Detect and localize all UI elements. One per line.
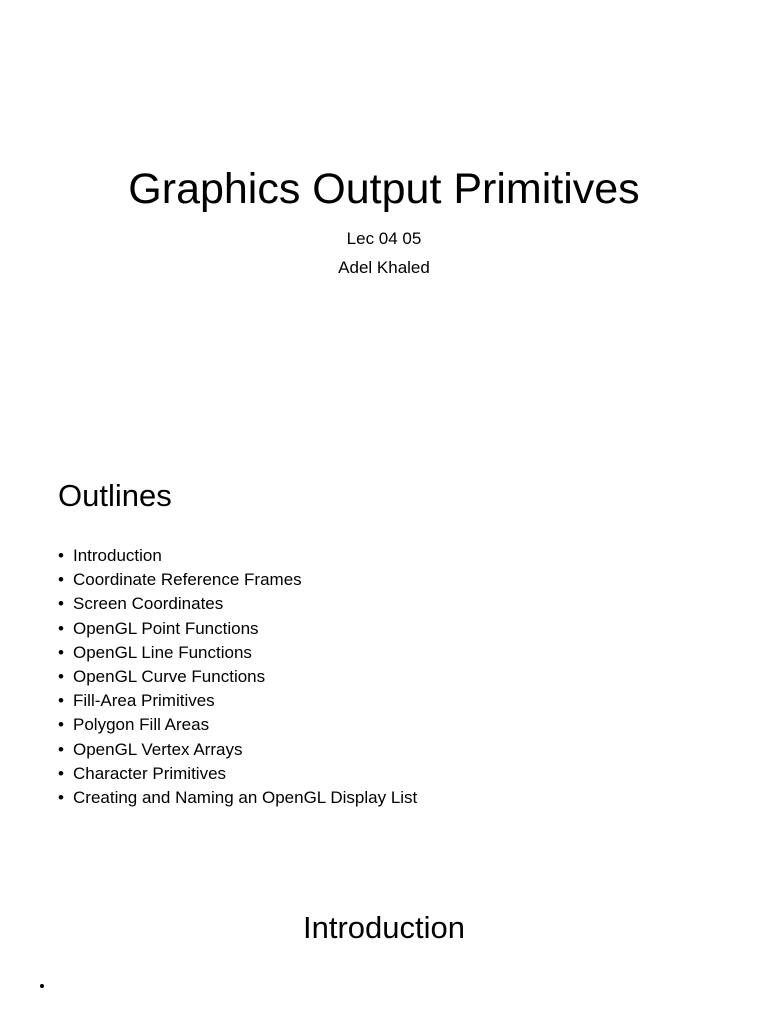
outline-item-label: Fill-Area Primitives — [73, 691, 215, 711]
bullet-icon: • — [58, 691, 64, 711]
outline-item-label: Polygon Fill Areas — [73, 715, 210, 735]
outline-item-label: Coordinate Reference Frames — [73, 570, 302, 590]
outline-item — [58, 738, 417, 762]
outline-item-label: Introduction — [73, 546, 162, 565]
outline-item — [58, 544, 417, 568]
bullet-icon: • — [58, 739, 64, 759]
bullet-icon: • — [58, 594, 64, 614]
bullet-icon: • — [58, 618, 64, 638]
outline-item — [58, 592, 417, 616]
outline-item-label: Creating and Naming an OpenGL Display List — [73, 788, 418, 808]
lecture-number: Lec 04 05 — [346, 229, 422, 248]
outline-item-label: OpenGL Curve Functions — [73, 667, 266, 687]
slide-title: Graphics Output Primitives — [128, 165, 640, 213]
bullet-icon: • — [58, 715, 64, 735]
outline-item — [58, 617, 417, 641]
outline-item — [58, 713, 417, 737]
outline-item — [58, 786, 417, 810]
bullet-icon: • — [58, 788, 64, 808]
outline-item — [58, 641, 417, 665]
bullet-icon: • — [58, 763, 64, 783]
bullet-dot-icon — [40, 984, 44, 988]
bullet-icon: • — [58, 546, 64, 565]
outline-item — [58, 689, 417, 713]
outline-item-label: Character Primitives — [73, 763, 227, 783]
outline-item-label: OpenGL Point Functions — [73, 618, 259, 638]
outline-item-label: OpenGL Vertex Arrays — [73, 739, 243, 759]
bullet-icon: • — [58, 667, 64, 687]
introduction-heading: Introduction — [303, 910, 465, 945]
outline-item — [58, 762, 417, 786]
outline-item — [58, 665, 417, 689]
outline-item-label: Screen Coordinates — [73, 594, 224, 614]
outline-list — [58, 544, 417, 810]
author-name: Adel Khaled — [338, 258, 430, 277]
bullet-icon: • — [58, 570, 64, 590]
bullet-icon: • — [58, 642, 64, 662]
outlines-heading: Outlines — [58, 478, 172, 513]
outline-item — [58, 568, 417, 592]
outline-item-label: OpenGL Line Functions — [73, 642, 252, 662]
